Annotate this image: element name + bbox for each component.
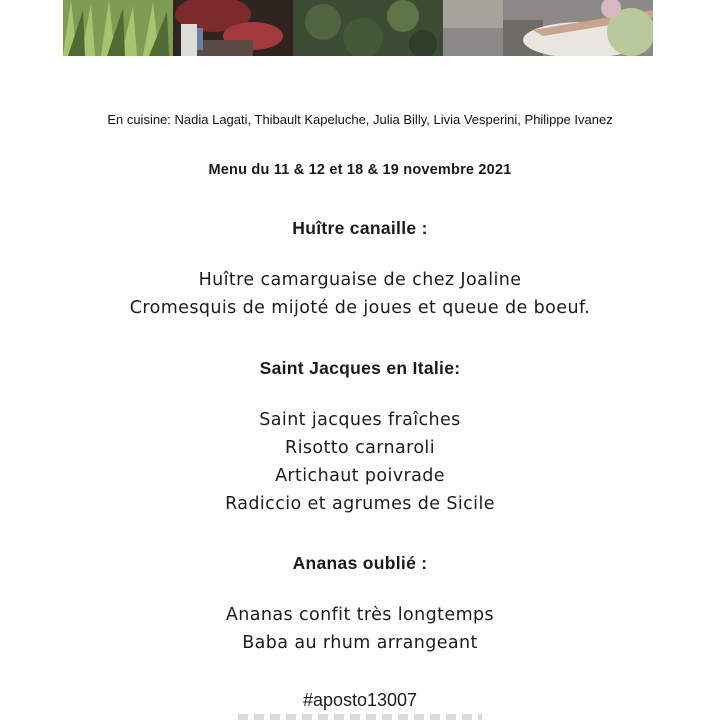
course-title: Huître canaille : xyxy=(292,218,428,238)
course-huitre-canaille xyxy=(0,214,720,322)
course-items xyxy=(0,266,720,322)
course-item: Artichaut poivrade xyxy=(275,466,445,486)
course-item: Huître camarguaise de chez Joaline xyxy=(198,270,522,290)
course-item: Radiccio et agrumes de Sicile xyxy=(225,494,495,514)
course-title: Saint Jacques en Italie: xyxy=(259,358,461,378)
course-saint-jacques xyxy=(0,354,720,518)
course-title: Ananas oublié : xyxy=(292,553,428,573)
course-item: Ananas confit très longtemps xyxy=(225,605,495,625)
cut-off-text-line xyxy=(238,714,482,720)
course-items xyxy=(0,406,720,518)
course-item: Risotto carnaroli xyxy=(285,438,435,458)
header-photo xyxy=(63,0,653,56)
hashtag: #aposto13007 xyxy=(302,690,418,710)
course-item: Baba au rhum arrangeant xyxy=(242,633,478,653)
kitchen-crew-line: En cuisine: Nadia Lagati, Thibault Kapeluche, Julia Billy, Livia Vesperini, Philippe Ivanez xyxy=(107,112,613,127)
menu-dates-heading: Menu du 11 & 12 et 18 & 19 novembre 2021 xyxy=(208,162,512,178)
course-ananas-oublie xyxy=(0,549,720,657)
course-item: Saint jacques fraîches xyxy=(259,410,461,430)
course-item: Cromesquis de mijoté de joues et queue de boeuf. xyxy=(129,298,591,318)
course-items xyxy=(0,601,720,657)
